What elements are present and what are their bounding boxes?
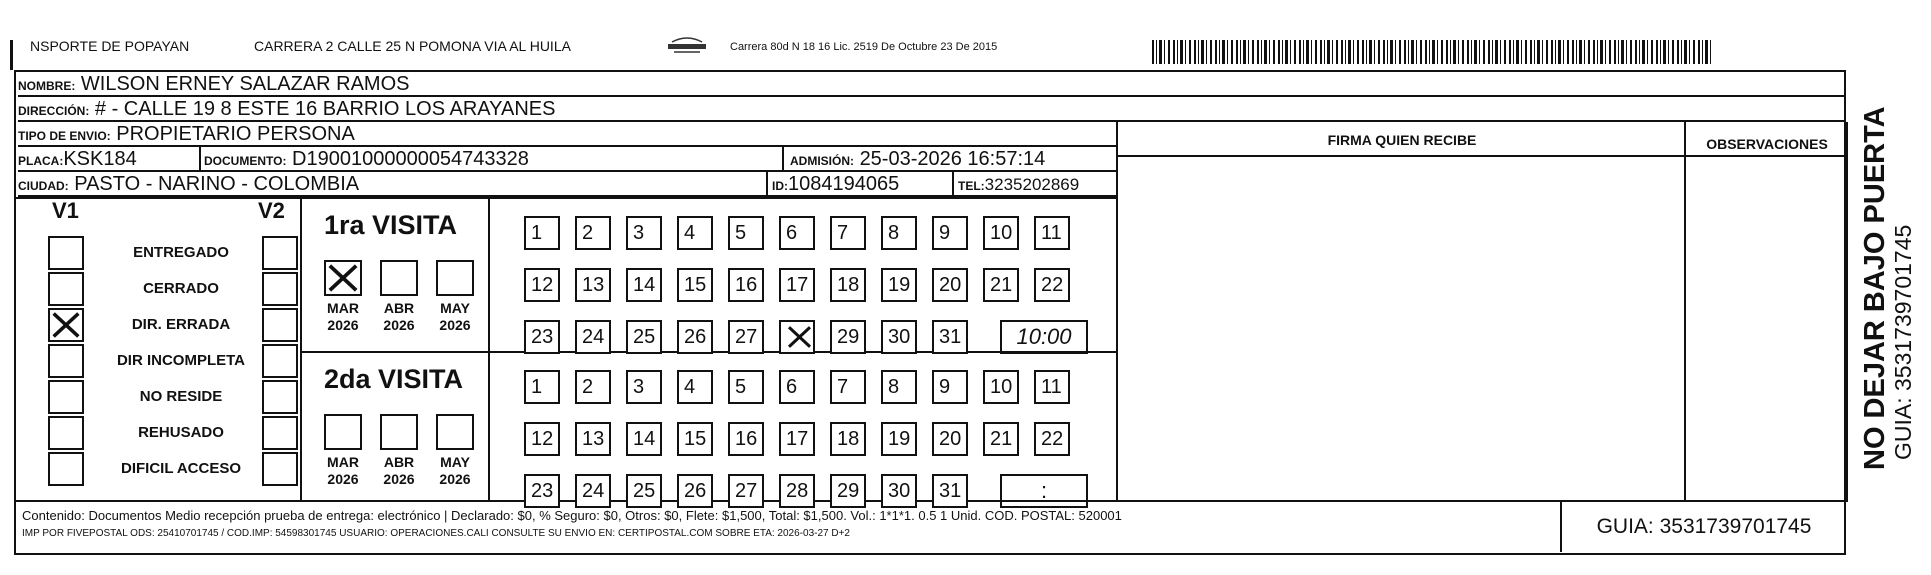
admision-field: ADMISIÓN: 25-03-2026 16:57:14 [790, 148, 1046, 170]
v1-label: V1 [52, 198, 79, 223]
row-tipo-envio: TIPO DE ENVIO: PROPIETARIO PERSONA [18, 122, 1118, 147]
day-checkbox[interactable]: 2 [575, 216, 611, 250]
admision-value: 25-03-2026 16:57:14 [859, 148, 1046, 170]
day-checkbox[interactable]: 24 [575, 320, 611, 354]
id-value: 1084194065 [788, 173, 900, 195]
day-checkbox[interactable]: 5 [728, 370, 764, 404]
status-v2-checkbox[interactable] [262, 452, 298, 486]
status-v1-checkbox[interactable] [48, 272, 84, 306]
month-checkbox[interactable] [324, 414, 362, 450]
day-checkbox[interactable]: 21 [983, 422, 1019, 456]
month-label: MAY 2026 [439, 454, 471, 487]
day-checkbox[interactable]: 7 [830, 370, 866, 404]
day-checkbox[interactable]: 10 [983, 370, 1019, 404]
day-checkbox[interactable]: 18 [830, 268, 866, 302]
day-checkbox[interactable]: 14 [626, 268, 662, 302]
firma-area[interactable] [1118, 157, 1684, 502]
status-label: ENTREGADO [133, 244, 229, 261]
status-label: NO RESIDE [139, 388, 223, 405]
observaciones-area[interactable] [1686, 157, 1846, 502]
day-checkbox[interactable]: 26 [677, 320, 713, 354]
status-v2-checkbox[interactable] [262, 416, 298, 450]
documento-field: DOCUMENTO: D19001000000054743328 [204, 148, 529, 170]
day-checkbox[interactable]: 2 [575, 370, 611, 404]
day-checkbox[interactable]: 12 [524, 268, 560, 302]
day-checkbox[interactable]: 23 [524, 320, 560, 354]
row-ciudad: CIUDAD: PASTO - NARINO - COLOMBIA [18, 172, 1118, 197]
visit-title: 2da VISITA [324, 364, 464, 394]
day-checkbox[interactable]: 13 [575, 268, 611, 302]
month-checkbox[interactable] [436, 260, 474, 296]
row-placa: PLACA:KSK184 [18, 147, 1118, 172]
day-checkbox[interactable]: 30 [881, 320, 917, 354]
month-label: MAR 2026 [327, 300, 359, 333]
day-checkbox[interactable]: 10 [983, 216, 1019, 250]
day-checkbox[interactable]: 31 [932, 320, 968, 354]
day-checkbox[interactable]: 21 [983, 268, 1019, 302]
ciudad-value: PASTO - NARINO - COLOMBIA [74, 173, 360, 195]
month-label: ABR 2026 [383, 454, 415, 487]
day-checkbox[interactable]: 29 [830, 320, 866, 354]
day-checkbox[interactable]: 27 [728, 320, 764, 354]
tel-field: TEL:3235202869 [958, 175, 1080, 194]
firma-header: FIRMA QUIEN RECIBE [1327, 132, 1477, 148]
day-checkbox[interactable]: 27 [728, 474, 764, 508]
company-name: NSPORTE DE POPAYAN [30, 38, 190, 54]
day-checkbox[interactable]: 19 [881, 422, 917, 456]
direccion-value: # - CALLE 19 8 ESTE 16 BARRIO LOS ARAYANES [94, 98, 556, 120]
status-v2-checkbox[interactable] [262, 236, 298, 270]
day-checkbox[interactable]: 22 [1034, 268, 1070, 302]
day-checkbox[interactable]: 16 [728, 422, 764, 456]
footer-imp: IMP POR FIVEPOSTAL ODS: 25410701745 / COD.IMP: 54598301745 USUARIO: OPERACIONES.CALI CONSULTE SU ENVIO EN: CERTIPOSTAL.COM SOBRE ETA: 2026-03-27 D+2 [22, 528, 850, 539]
day-checkbox[interactable]: 8 [881, 216, 917, 250]
day-checkbox[interactable]: 5 [728, 216, 764, 250]
day-checkbox[interactable]: 20 [932, 268, 968, 302]
day-checkbox[interactable]: 26 [677, 474, 713, 508]
observaciones-header: OBSERVACIONES [1706, 136, 1828, 152]
day-checkbox[interactable]: 3 [626, 370, 662, 404]
side-warning [1860, 106, 1916, 470]
day-checkbox[interactable]: 31 [932, 474, 968, 508]
day-checkbox[interactable]: 7 [830, 216, 866, 250]
day-checkbox[interactable]: 17 [779, 268, 815, 302]
status-label: DIR. ERRADA [131, 316, 231, 333]
row-direccion: DIRECCIÓN: # - CALLE 19 8 ESTE 16 BARRIO LOS ARAYANES [18, 97, 1844, 122]
day-checkbox[interactable]: 4 [677, 216, 713, 250]
day-checkbox[interactable]: 15 [677, 422, 713, 456]
day-checkbox[interactable]: 29 [830, 474, 866, 508]
status-v2-checkbox[interactable] [262, 308, 298, 342]
day-checkbox[interactable]: 6 [779, 370, 815, 404]
day-checkbox[interactable]: 13 [575, 422, 611, 456]
side-guia-text: GUIA: 3531739701745 [1890, 224, 1916, 460]
month-label: MAR 2026 [327, 454, 359, 487]
month-checkbox[interactable] [436, 414, 474, 450]
barcode [1152, 40, 1712, 64]
footer-guia: GUIA: 3531739701745 [1560, 502, 1846, 552]
day-checkbox[interactable]: 9 [932, 216, 968, 250]
day-checkbox[interactable]: 23 [524, 474, 560, 508]
status-v1-checkbox[interactable] [48, 236, 84, 270]
company-address: CARRERA 2 CALLE 25 N POMONA VIA AL HUILA [254, 38, 571, 54]
day-checkbox[interactable]: 14 [626, 422, 662, 456]
status-label: REHUSADO [138, 424, 224, 441]
month-checkbox[interactable] [380, 260, 418, 296]
day-checkbox[interactable]: 25 [626, 320, 662, 354]
status-v1-checkbox[interactable] [48, 416, 84, 450]
nombre-value: WILSON ERNEY SALAZAR RAMOS [80, 73, 410, 95]
visit-title: 1ra VISITA [324, 210, 458, 240]
day-checkbox[interactable]: 11 [1034, 370, 1070, 404]
status-label: DIFICIL ACCESO [120, 460, 241, 477]
day-checkbox[interactable]: 9 [932, 370, 968, 404]
day-checkbox[interactable]: 4 [677, 370, 713, 404]
status-label: DIR INCOMPLETA [116, 352, 246, 369]
status-v2-checkbox[interactable] [262, 272, 298, 306]
status-v1-checkbox[interactable] [48, 380, 84, 414]
month-checkbox[interactable] [380, 414, 418, 450]
tipo-envio-value: PROPIETARIO PERSONA [116, 123, 355, 145]
day-checkbox-checked[interactable] [779, 320, 815, 354]
no-dejar-text: NO DEJAR BAJO PUERTA [1859, 106, 1891, 470]
month-label: ABR 2026 [383, 300, 415, 333]
status-v1-checkbox[interactable] [48, 344, 84, 378]
documento-value: D19001000000054743328 [292, 148, 529, 170]
day-checkbox[interactable]: 1 [524, 370, 560, 404]
day-checkbox[interactable]: 28 [779, 474, 815, 508]
certipostal-logo-icon [662, 34, 712, 56]
day-checkbox[interactable]: 8 [881, 370, 917, 404]
day-checkbox[interactable]: 24 [575, 474, 611, 508]
placa-value: KSK184 [63, 148, 137, 170]
day-checkbox[interactable]: 20 [932, 422, 968, 456]
day-checkbox[interactable]: 1 [524, 216, 560, 250]
day-checkbox[interactable]: 16 [728, 268, 764, 302]
day-checkbox[interactable]: 17 [779, 422, 815, 456]
day-checkbox[interactable]: 3 [626, 216, 662, 250]
status-label: CERRADO [143, 280, 219, 297]
footer-contenido: Contenido: Documentos Medio recepción prueba de entrega: electrónico | Declarado: $0, % Seguro: $0, Otros: $0, Flete: $1,500, Total: $1,500. Vol.: 1*1*1. 0.5 1 Unid. COD. POSTAL: 520001 [22, 508, 1122, 523]
day-checkbox[interactable]: 6 [779, 216, 815, 250]
day-checkbox[interactable]: 19 [881, 268, 917, 302]
day-checkbox[interactable]: 11 [1034, 216, 1070, 250]
day-checkbox[interactable]: 15 [677, 268, 713, 302]
visit-time-field[interactable]: 10:00 [1000, 320, 1088, 354]
day-checkbox[interactable]: 22 [1034, 422, 1070, 456]
day-checkbox[interactable]: 12 [524, 422, 560, 456]
day-checkbox[interactable]: 18 [830, 422, 866, 456]
month-checkbox[interactable] [324, 260, 362, 296]
day-checkbox[interactable]: 25 [626, 474, 662, 508]
row-nombre: NOMBRE: WILSON ERNEY SALAZAR RAMOS [18, 72, 1844, 97]
status-v2-checkbox[interactable] [262, 380, 298, 414]
day-checkbox[interactable]: 30 [881, 474, 917, 508]
status-v2-checkbox[interactable] [262, 344, 298, 378]
status-v1-checkbox[interactable] [48, 452, 84, 486]
visit-time-field[interactable]: : [1000, 474, 1088, 508]
status-v1-checkbox[interactable] [48, 308, 84, 342]
tel-value: 3235202869 [984, 175, 1080, 194]
month-label: MAY 2026 [439, 300, 471, 333]
v2-label: V2 [258, 198, 285, 223]
license-info: Carrera 80d N 18 16 Lic. 2519 De Octubre 23 De 2015 [730, 41, 998, 53]
id-field: ID:1084194065 [772, 173, 900, 195]
